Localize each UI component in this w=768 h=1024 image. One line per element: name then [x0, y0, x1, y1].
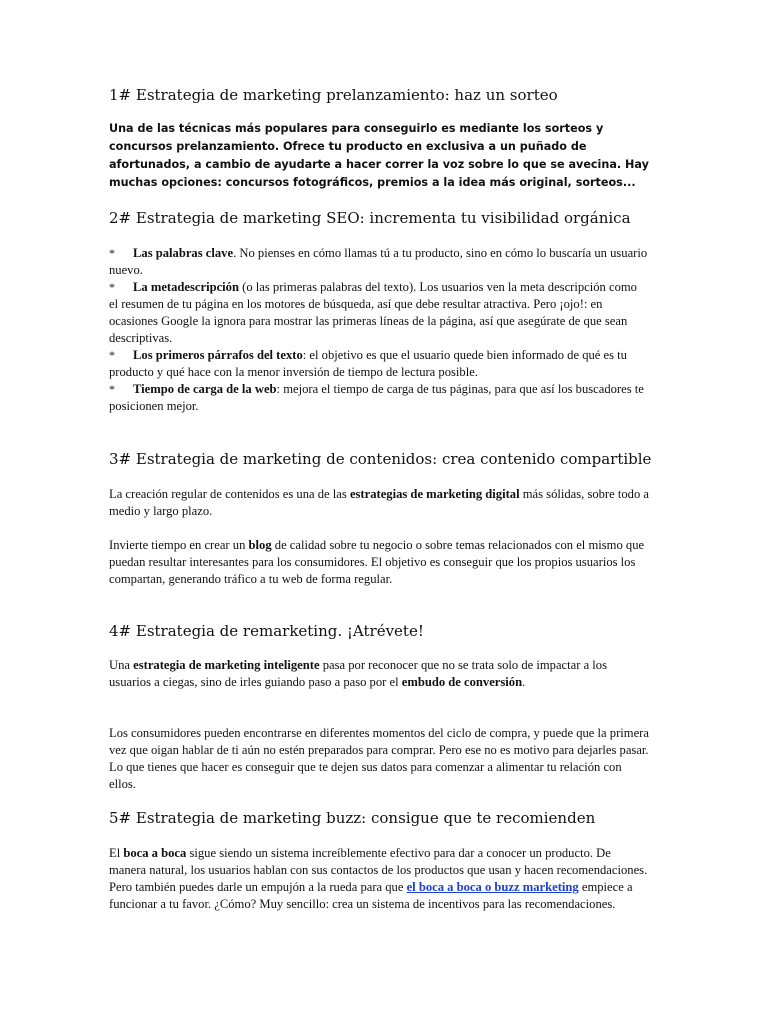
section-5-heading: 5# Estrategia de marketing buzz: consigue que te recomienden	[109, 809, 596, 827]
bullet-star-icon: *	[109, 246, 115, 260]
section-2-heading: 2# Estrategia de marketing SEO: incrementa tu visibilidad orgánica	[109, 209, 631, 227]
section-3-paragraph-2	[109, 537, 649, 588]
text-span: Invierte tiempo en crear un	[109, 538, 249, 552]
text-span: de calidad sobre tu negocio o sobre temas relacionados con el mismo que puedan resultar interesantes para los consumidores. El objetivo es conseguir que los propios usuarios los compartan, generando tráfico a tu web de forma regular.	[109, 538, 645, 586]
bullet-text: . No pienses en cómo llamas tú a tu producto, sino en cómo lo buscaría un usuario nuevo.	[109, 246, 648, 277]
bold-term: blog	[248, 538, 272, 552]
section-1-body	[109, 120, 649, 192]
section-3-heading: 3# Estrategia de marketing de contenidos: crea contenido compartible	[109, 450, 652, 468]
text-span: El	[109, 846, 124, 860]
section-1-paragraph: Una de las técnicas más populares para conseguirlo es mediante los sorteos y concursos prelanzamiento. Ofrece tu producto en exclusiva a un puñado de afortunados, a cambio de ayudarte a hacer correr la voz sobre lo que se avecina. Hay muchas opciones: concursos fotográficos, premios a la idea más original, sorteos...	[109, 122, 649, 189]
section-4-paragraph-1	[109, 657, 649, 691]
section-4-body	[109, 657, 649, 691]
section-3	[109, 450, 652, 468]
bold-term: embudo de conversión	[401, 675, 523, 689]
bullet-item	[109, 279, 649, 347]
section-4-body-2	[109, 725, 649, 793]
bold-term: estrategias de marketing digital	[349, 487, 520, 501]
bold-term: boca a boca	[123, 846, 187, 860]
text-span: empiece a funcionar a tu favor. ¿Cómo? Muy sencillo: crea un sistema de incentivos para las recomendaciones.	[109, 880, 633, 911]
bullet-star-icon: *	[109, 382, 115, 396]
text-span: sigue siendo un sistema increíblemente efectivo para dar a conocer un producto. De manera natural, los usuarios hablan con sus contactos de los productos que usan y hacen recomendaciones. Pero también puedes darle un empujón a la rueda para que	[109, 846, 648, 894]
bullet-term: Tiempo de carga de la web	[133, 382, 277, 396]
bullet-term: La metadescripción	[133, 280, 239, 294]
section-2	[109, 209, 649, 227]
bullet-text: (o las primeras palabras del texto). Los usuarios ven la meta descripción como el resumen de tu página en los motores de búsqueda, así que debe resultar atractiva. Pero ¡ojo!: en ocasiones Google la ignora para mostrar las primeras líneas de la página, así que asegúrate de que sean descriptivas.	[109, 280, 637, 345]
section-2-bullets	[109, 245, 649, 415]
section-3-body	[109, 486, 649, 520]
text-span: Una	[109, 658, 134, 672]
bullet-text: : mejora el tiempo de carga de tus páginas, para que así los buscadores te posicionen mejor.	[109, 382, 644, 413]
section-1	[109, 86, 649, 104]
bullet-item	[109, 381, 649, 415]
text-span: más sólidas, sobre todo a medio y largo plazo.	[109, 487, 649, 518]
bullet-text: : el objetivo es que el usuario quede bien informado de qué es tu producto y qué hace con la menor inversión de tiempo de lectura posible.	[109, 348, 627, 379]
section-4-paragraph-2: Los consumidores pueden encontrarse en diferentes momentos del ciclo de compra, y puede que la primera vez que oigan hablar de ti aún no estén preparados para comprar. Pero ese no es motivo para dejarles pasar. Lo que tienes que hacer es conseguir que te dejen sus datos para comenzar a alimentar tu relación con ellos.	[109, 726, 649, 791]
section-3-paragraph-1	[109, 486, 649, 520]
text-span: pasa por reconocer que no se trata solo de impactar a los usuarios a ciegas, sino de irles guiando paso a paso por el	[109, 658, 608, 689]
bullet-item	[109, 347, 649, 381]
bold-term: estrategia de marketing inteligente	[133, 658, 320, 672]
section-5-paragraph	[109, 845, 649, 913]
bullet-star-icon: *	[109, 280, 115, 294]
text-span: La creación regular de contenidos es una de las	[109, 487, 350, 501]
text-span: .	[522, 675, 526, 689]
section-4	[109, 622, 649, 640]
section-5-body	[109, 845, 649, 913]
bullet-item	[109, 245, 649, 279]
section-1-heading: 1# Estrategia de marketing prelanzamiento: haz un sorteo	[109, 86, 558, 104]
bullet-star-icon: *	[109, 348, 115, 362]
section-5	[109, 809, 649, 827]
bullet-term: Las palabras clave	[133, 246, 234, 260]
bullet-term: Los primeros párrafos del texto	[133, 348, 303, 362]
buzz-marketing-link[interactable]: el boca a boca o buzz marketing	[406, 880, 579, 894]
section-3-body-2	[109, 537, 649, 588]
section-4-heading: 4# Estrategia de remarketing. ¡Atrévete!	[109, 622, 424, 640]
